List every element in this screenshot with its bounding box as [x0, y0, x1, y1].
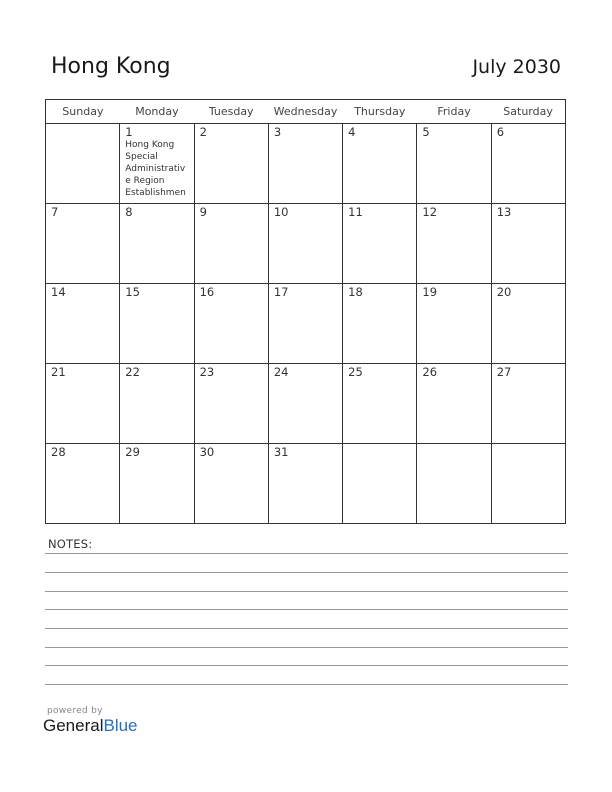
day-number: 14: [51, 285, 66, 299]
day-number: 24: [273, 365, 289, 379]
day-cell[interactable]: [194, 204, 268, 284]
holiday-label: Administrativ: [125, 164, 186, 174]
day-cell[interactable]: [120, 364, 194, 444]
notes-line: [45, 572, 568, 573]
day-number: 30: [199, 445, 215, 459]
day-number: 13: [496, 205, 512, 219]
day-cell[interactable]: [268, 364, 342, 444]
notes-label: NOTES:: [48, 537, 93, 551]
day-cell[interactable]: [194, 124, 268, 204]
day-number: 28: [51, 445, 66, 459]
day-cell[interactable]: [46, 204, 120, 284]
day-cell[interactable]: [268, 124, 342, 204]
notes-line: [45, 665, 568, 666]
brand-blue: Blue: [103, 716, 138, 735]
day-cell[interactable]: [343, 284, 417, 364]
day-number: 16: [199, 285, 215, 299]
day-cell[interactable]: [46, 364, 120, 444]
notes-line: [45, 647, 568, 648]
notes-line: [45, 609, 568, 610]
brand-logo[interactable]: [43, 716, 138, 736]
day-cell[interactable]: [491, 284, 565, 364]
week-row: [46, 204, 566, 284]
day-cell[interactable]: [46, 444, 120, 524]
notes-line: [45, 684, 568, 685]
day-number: 18: [348, 285, 363, 299]
day-cell[interactable]: [46, 124, 120, 204]
weekday-monday: Monday: [120, 100, 194, 124]
day-number: 22: [125, 365, 140, 379]
weekday-friday: Friday: [417, 100, 491, 124]
holiday-label: Hong Kong: [125, 140, 175, 150]
day-cell[interactable]: [417, 284, 491, 364]
week-row: [46, 444, 566, 524]
day-number: 2: [199, 125, 207, 139]
day-cell[interactable]: [268, 204, 342, 284]
day-cell[interactable]: [46, 284, 120, 364]
day-cell[interactable]: [194, 284, 268, 364]
day-number: 27: [496, 365, 512, 379]
day-number: 8: [125, 205, 133, 219]
day-cell[interactable]: [120, 124, 194, 204]
day-cell[interactable]: [417, 124, 491, 204]
day-number: 26: [422, 365, 438, 379]
day-cell[interactable]: [343, 444, 417, 524]
day-cell[interactable]: [194, 444, 268, 524]
page-title: Hong Kong: [51, 54, 171, 79]
day-cell[interactable]: [417, 444, 491, 524]
day-number: 23: [199, 365, 215, 379]
day-number: 15: [125, 285, 140, 299]
day-cell[interactable]: [343, 204, 417, 284]
holiday-label: e Region: [125, 176, 165, 186]
day-number: 5: [422, 125, 430, 139]
weekday-sunday: Sunday: [46, 100, 120, 124]
week-row: [46, 364, 566, 444]
holiday-label: Establishmen: [125, 188, 186, 198]
day-number: 20: [496, 285, 512, 299]
weekday-saturday: Saturday: [491, 100, 565, 124]
day-cell[interactable]: [417, 204, 491, 284]
day-number: 12: [422, 205, 438, 219]
weekday-header-row: [46, 100, 566, 124]
month-label: July 2030: [472, 56, 561, 78]
notes-line: [45, 553, 568, 554]
day-number: 17: [273, 285, 289, 299]
day-number: 21: [51, 365, 66, 379]
day-number: 4: [348, 125, 356, 139]
weekday-wednesday: Wednesday: [268, 100, 342, 124]
day-number: 10: [273, 205, 289, 219]
holiday-label: Special: [125, 152, 158, 162]
day-number: 9: [199, 205, 207, 219]
day-number: 25: [348, 365, 363, 379]
calendar-grid: [45, 99, 566, 524]
day-cell[interactable]: [120, 204, 194, 284]
day-cell[interactable]: [120, 444, 194, 524]
day-cell[interactable]: [491, 124, 565, 204]
brand-general: General: [43, 716, 104, 735]
day-number: 7: [51, 205, 59, 219]
day-number: 11: [348, 205, 363, 219]
day-cell[interactable]: [491, 204, 565, 284]
day-cell[interactable]: [417, 364, 491, 444]
day-cell[interactable]: [194, 364, 268, 444]
day-number: 6: [496, 125, 505, 139]
powered-by-text: powered by: [47, 706, 103, 716]
weekday-tuesday: Tuesday: [194, 100, 268, 124]
day-number: 29: [125, 445, 140, 459]
notes-line: [45, 591, 568, 592]
day-number: 19: [422, 285, 438, 299]
day-cell[interactable]: [120, 284, 194, 364]
week-row: [46, 284, 566, 364]
notes-line: [45, 628, 568, 629]
day-cell[interactable]: [268, 284, 342, 364]
week-row: [46, 124, 566, 204]
day-cell[interactable]: [268, 444, 342, 524]
day-number: 1: [125, 125, 133, 139]
day-cell[interactable]: [343, 364, 417, 444]
day-number: 3: [273, 125, 282, 139]
weekday-thursday: Thursday: [343, 100, 417, 124]
day-cell[interactable]: [491, 444, 565, 524]
day-number: 31: [273, 445, 289, 459]
day-cell[interactable]: [343, 124, 417, 204]
day-cell[interactable]: [491, 364, 565, 444]
